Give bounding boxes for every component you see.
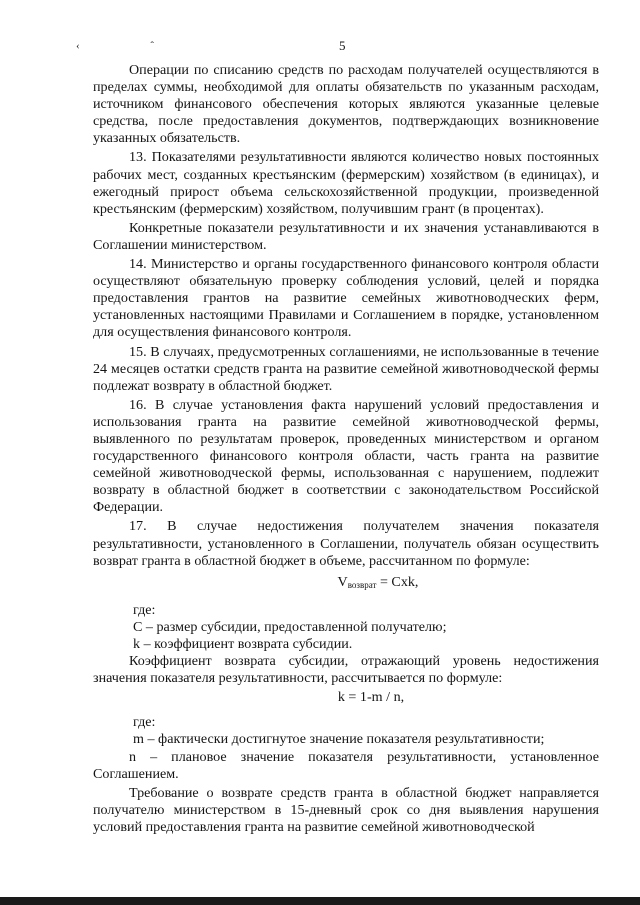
paragraph-13-indicators: 13. Показателями результативности являются количество новых постоянных рабочих мест, созданных крестьянским (фермерским) хозяйством (в единицах), и ежегодный прирост объема сельскохозяйственной продукции, произведенной крестьянским (фермерским) хозяйством, получившим грант (в процентах). (93, 149, 599, 217)
paragraph-write-off-operations: Операции по списанию средств по расходам получателей осуществляются в пределах суммы, необходимой для оплаты обязательств по указанным расходам, источником финансового обеспечения которых являются указанные целевые средства, после предоставления документов, подтверждающих возникновение указанных обязательств. (93, 62, 599, 147)
formula-return-amount (93, 574, 599, 594)
definition-k: k – коэффициент возврата субсидии. (133, 636, 353, 652)
definition-m: m – фактически достигнутое значение показателя результативности; (133, 731, 545, 748)
definition-c: С – размер субсидии, предоставленной получателю; (133, 618, 447, 635)
paragraph-coefficient: Коэффициент возврата субсидии, отражающий уровень недостижения значения показателя результативности, рассчитывается по формуле: (93, 653, 599, 687)
document-body (93, 62, 599, 838)
definition-n: n – плановое значение показателя результативности, установленное Соглашением. (93, 748, 599, 782)
corner-marks: ‹ ˆ (76, 40, 189, 52)
formula-return-subscript: возврат (347, 579, 377, 590)
formula-coefficient: k = 1-m / n, (337, 689, 405, 706)
paragraph-16-violations: 16. В случае установления факта нарушений условий предоставления и использования гранта на развитие семейной животноводческой фермы, выявленного по результатам проверок, проведенных министерством и органом государственного финансового контроля области, часть гранта на развитие семейной животноводческой фермы, использованная с нарушением, подлежит возврату в областной бюджет в соответствии с законодательством Российской Федерации. (93, 396, 599, 516)
formula-return-rest: = Cxk, (376, 573, 419, 590)
paragraph-17-return: 17. В случае недостижения получателем значения показателя результативности, установленного в Соглашении, получатель обязан осуществить возврат гранта в областной бюджет в объеме, рассчитанном по формуле: (93, 518, 599, 569)
paragraph-specific-indicators: Конкретные показатели результативности и их значения устанавливаются в Соглашении министерством. (93, 219, 599, 253)
paragraph-return-requirement: Требование о возврате средств гранта в областной бюджет направляется получателю министерством в 15-дневный срок со дня выявления нарушения условий предоставления гранта на развитие семейной животноводческой (93, 784, 599, 835)
paragraph-15-unused-balance: 15. В случаях, предусмотренных соглашениями, не использованные в течение 24 месяцев остатки средств гранта на развитие семейной животноводческой фермы подлежат возврату в областной бюджет. (93, 343, 599, 394)
where-label: где: (133, 601, 156, 618)
scan-bottom-edge (0, 897, 640, 905)
where-label-2: где: (133, 714, 156, 731)
formula-return-v: V (337, 573, 348, 590)
page-number: 5 (339, 38, 346, 53)
paragraph-14-control: 14. Министерство и органы государственного финансового контроля области осуществляют обязательную проверку соблюдения условий, целей и порядка предоставления грантов на развитие семейных животноводческих ферм, установленных настоящими Правилами и Соглашением в порядке, установленном для осуществления финансового контроля. (93, 256, 599, 341)
